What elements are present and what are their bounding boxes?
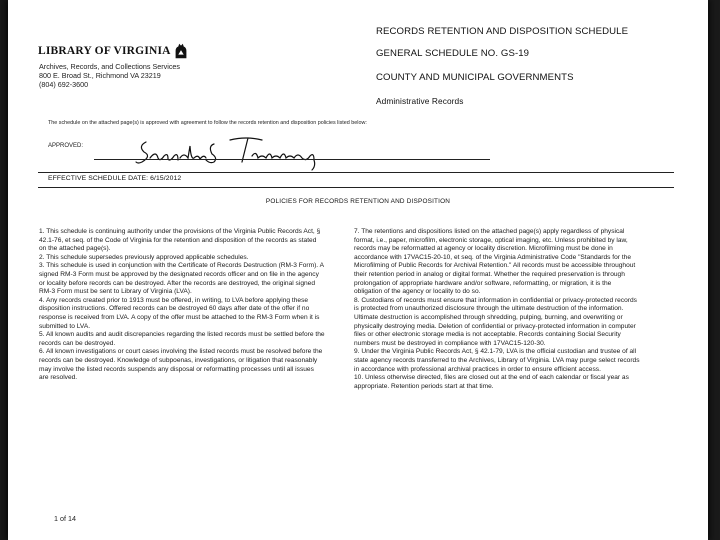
policy-item: 9. Under the Virginia Public Records Act, § 42.1-79, LVA is the official custodian and trustee of all state agency records transferred to the Archives, Library of Virginia. LVA may purge select records in accordance with professional archival practices in order to ensure efficient access. (354, 348, 640, 373)
policies-left-column (39, 228, 325, 383)
policies-right-column (354, 228, 640, 391)
divider (38, 187, 674, 188)
schedule-title: RECORDS RETENTION AND DISPOSITION SCHEDULE (376, 26, 629, 37)
divider (38, 172, 674, 173)
government-type: COUNTY AND MUNICIPAL GOVERNMENTS (376, 72, 574, 83)
policy-item: 5. All known audits and audit discrepancies regarding the listed records must be settled before the records can be destroyed. (39, 331, 325, 347)
policy-item: 7. The retentions and dispositions listed on the attached page(s) apply regardless of physical format, i.e., paper, microfilm, electronic storage, optical imaging, etc. Unless prohibited by law, records may be reformatted at agency or locality discretion. Microfilming must be done in accordance with 17VAC15-20-10, et seq. of the Virginia Administrative Code "Standards for the Microfilming of Public Records for Archival Retention." All records must be accessible throughout their retention period in analog or digital format. Whether the required preservation is through prolongation of appropriate hardware and/or software, reformatting, or migration, it is the obligation of the agency or locality to do so. (354, 228, 636, 296)
policy-item: 1. This schedule is continuing authority under the provisions of the Virginia Public Records Act, § 42.1-76, et seq. of the Code of Virginia for the retention and disposition of the records as stated on the attached page(s). (39, 228, 321, 253)
approved-label: APPROVED: (48, 143, 84, 149)
policy-item: 4. Any records created prior to 1913 must be offered, in writing, to LVA before applying these disposition instructions. Offered records can be destroyed 60 days after date of the offer if no response is received from LVA. A copy of the offer must be attached to the RM-3 Form when it is submitted to LVA. (39, 296, 320, 330)
address-line: 800 E. Broad St., Richmond VA 23219 (39, 71, 161, 81)
signature-line (94, 159, 490, 160)
signature (134, 132, 364, 172)
effective-date: EFFECTIVE SCHEDULE DATE: 6/15/2012 (48, 175, 182, 182)
virginia-seal-icon (172, 42, 190, 60)
schedule-number: GENERAL SCHEDULE NO. GS-19 (376, 48, 530, 59)
policy-item: 3. This schedule is used in conjunction with the Certificate of Records Destruction (RM-3 Form). A signed RM-3 Form must be approved by the designated records officer and on file in the agency or locality before records can be destroyed. After the records are destroyed, the original signed RM-3 Form must be sent to Library of Virginia (LVA). (39, 262, 324, 296)
library-address (39, 62, 180, 90)
library-name: LIBRARY OF VIRGINIA (38, 45, 171, 57)
document-page (8, 0, 708, 540)
policy-item: 6. All known investigations or court cases involving the listed records must be resolved before the records can be destroyed. Knowledge of subpoenas, investigations, or litigation that reasonably may involve the listed records suspends any disposal or reformatting processes until all issues are resolved. (39, 348, 323, 382)
policy-item: 2. This schedule supersedes previously approved applicable schedules. (39, 253, 249, 261)
address-line: Archives, Records, and Collections Services (39, 62, 181, 71)
policy-item: 10. Unless otherwise directed, files are closed out at the end of each calendar or fiscal year as appropriate. Retention periods start at that time. (354, 374, 629, 390)
schedule-subtitle: Administrative Records (376, 96, 464, 106)
policies-heading: POLICIES FOR RECORDS RETENTION AND DISPOSITION (265, 198, 451, 205)
policy-item: 8. Custodians of records must ensure that information in confidential or privacy-protected records is protected from unauthorized disclosure through the ultimate destruction of the information. Ultimate destruction is accomplished through shredding, pulping, burning, and overwriting or physically destroying media. Deletion of confidential or privacy-protected information in computer files or other electronic storage media is not acceptable. Records containing Social Security numbers must be destroyed in compliance with 17VAC15-120-30. (354, 296, 637, 347)
agreement-text: The schedule on the attached page(s) is approved with agreement to follow the records retention and disposition policies listed below: (48, 120, 367, 126)
page-number: 1 of 14 (54, 514, 76, 523)
address-line: (804) 692-3600 (39, 80, 89, 90)
library-logo (38, 42, 190, 60)
